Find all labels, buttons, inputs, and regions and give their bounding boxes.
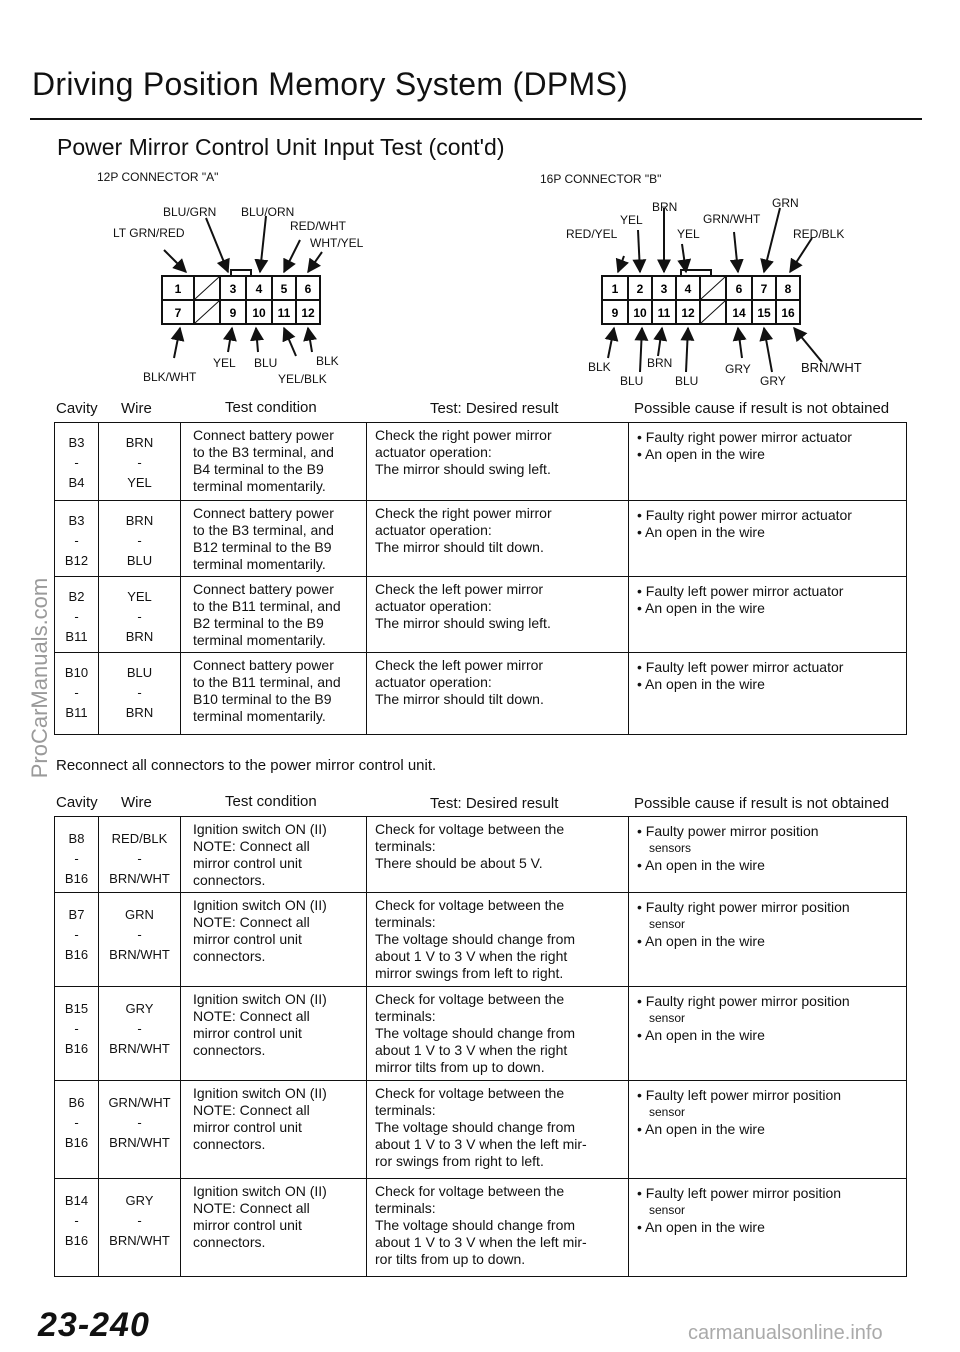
cell-line: B12 terminal to the B9 xyxy=(193,539,332,555)
cell-line: connectors. xyxy=(193,1042,266,1058)
cell-line: NOTE: Connect all xyxy=(193,1200,310,1216)
cell-line: B8 xyxy=(68,831,85,846)
cell-line: BRN/WHT xyxy=(109,1233,170,1248)
cell-line: • An open in the wire xyxy=(637,857,765,873)
cell-line: Ignition switch ON (II) xyxy=(193,1085,327,1101)
cavity-cell xyxy=(55,987,99,1081)
cell-line: B7 xyxy=(68,907,85,922)
condition-cell xyxy=(181,893,367,987)
table-row xyxy=(55,1081,907,1179)
connector-b-wire-label: BRN xyxy=(647,356,673,370)
cell-line: sensor xyxy=(649,917,686,931)
connector-b-wire-label: BLU xyxy=(675,374,699,388)
connector-b-wire-label: GRY xyxy=(725,362,751,376)
watermark-footer: carmanualsonline.info xyxy=(688,1322,883,1344)
cell-line: YEL xyxy=(127,475,152,490)
cell-line: - xyxy=(137,533,142,548)
cell-line: connectors. xyxy=(193,1234,266,1250)
cell-line: Check the right power mirror xyxy=(375,427,552,443)
header-result: Test: Desired result xyxy=(430,400,559,417)
connector-a-wire-label: YEL/BLK xyxy=(278,372,327,386)
cavity-cell xyxy=(55,423,99,501)
table-row xyxy=(55,423,907,501)
connector-a-wire-label: LT GRN/RED xyxy=(113,226,185,240)
header-wire: Wire xyxy=(121,400,152,417)
connector-b-pin: 2 xyxy=(636,282,644,296)
cell-line: BRN xyxy=(125,435,154,450)
connector-a-wire-label: YEL xyxy=(213,356,236,370)
connector-b-wire-label: YEL xyxy=(620,213,643,227)
cell-line: GRN/WHT xyxy=(108,1095,171,1110)
cause-cell xyxy=(629,893,907,987)
condition-cell xyxy=(181,577,367,653)
cell-line: Check the left power mirror xyxy=(375,581,544,597)
cell-line: - xyxy=(137,455,142,470)
sensor-test-table xyxy=(54,816,907,1277)
cavity-cell xyxy=(55,1081,99,1179)
cell-line: connectors. xyxy=(193,948,266,964)
connector-b-wire-label: BRN xyxy=(652,200,678,214)
connector-b-wire-label: RED/BLK xyxy=(793,227,845,241)
cell-line: • Faulty left power mirror actuator xyxy=(637,659,844,675)
cell-line: B4 xyxy=(68,475,85,490)
cause-cell xyxy=(629,577,907,653)
cell-line: mirror control unit xyxy=(193,1119,302,1135)
result-cell xyxy=(367,987,629,1081)
table-row xyxy=(55,987,907,1081)
cell-line: • An open in the wire xyxy=(637,524,765,540)
connector-a-pin: 7 xyxy=(174,306,182,320)
cell-line: NOTE: Connect all xyxy=(193,914,310,930)
cell-line: about 1 V to 3 V when the left mir- xyxy=(375,1136,587,1152)
cell-line: The voltage should change from xyxy=(375,931,576,947)
header-cause: Possible cause if result is not obtained xyxy=(634,400,890,417)
connector-a-wire-label: WHT/YEL xyxy=(310,236,364,250)
cell-line: B2 terminal to the B9 xyxy=(193,615,324,631)
cell-line: ror tilts from up to down. xyxy=(375,1251,526,1267)
cell-line: about 1 V to 3 V when the right xyxy=(375,1042,568,1058)
result-cell xyxy=(367,1179,629,1277)
cell-line: actuator operation: xyxy=(375,444,492,460)
cell-line: actuator operation: xyxy=(375,598,492,614)
cell-line: sensors xyxy=(649,841,692,855)
table-row xyxy=(55,501,907,577)
cell-line: - xyxy=(74,685,79,700)
cell-line: terminals: xyxy=(375,914,436,930)
cell-line: BLU xyxy=(126,553,153,568)
cell-line: Check for voltage between the xyxy=(375,821,565,837)
cell-line: mirror control unit xyxy=(193,855,302,871)
cavity-cell xyxy=(55,501,99,577)
cell-line: NOTE: Connect all xyxy=(193,838,310,854)
cell-line: Connect battery power xyxy=(193,581,334,597)
table-row xyxy=(55,577,907,653)
table-row xyxy=(55,653,907,735)
cell-line: - xyxy=(74,609,79,624)
cavity-cell xyxy=(55,1179,99,1277)
connector-b-pin: 3 xyxy=(660,282,668,296)
cell-line: The mirror should tilt down. xyxy=(375,691,544,707)
cause-cell xyxy=(629,987,907,1081)
cell-line: about 1 V to 3 V when the right xyxy=(375,948,568,964)
cause-cell xyxy=(629,1179,907,1277)
connector-b-pin: 8 xyxy=(784,282,792,296)
result-cell xyxy=(367,577,629,653)
cavity-cell xyxy=(55,817,99,893)
title-rule xyxy=(30,118,922,120)
cell-line: GRY xyxy=(125,1001,154,1016)
cell-line: B16 xyxy=(64,1233,89,1248)
result-cell xyxy=(367,817,629,893)
cell-line: terminal momentarily. xyxy=(193,478,326,494)
connector-b-pin: 12 xyxy=(681,306,695,320)
cell-line: mirror tilts from up to down. xyxy=(375,1059,545,1075)
cell-line: B12 xyxy=(64,553,89,568)
cell-line: • Faulty right power mirror actuator xyxy=(637,429,852,445)
page-subtitle: Power Mirror Control Unit Input Test (cont'd) xyxy=(57,134,505,160)
connector-a-wire-label: RED/WHT xyxy=(290,219,346,233)
cell-line: B16 xyxy=(64,1041,89,1056)
connector-a-title: 12P CONNECTOR "A" xyxy=(97,170,219,184)
cell-line: • Faulty power mirror position xyxy=(637,823,819,839)
cavity-cell xyxy=(55,893,99,987)
cell-line: The mirror should swing left. xyxy=(375,615,551,631)
cell-line: • An open in the wire xyxy=(637,676,765,692)
header-cavity: Cavity xyxy=(56,794,98,811)
cell-line: RED/BLK xyxy=(111,831,168,846)
cell-line: B16 xyxy=(64,947,89,962)
cell-line: • An open in the wire xyxy=(637,600,765,616)
wire-cell xyxy=(99,423,181,501)
condition-cell xyxy=(181,817,367,893)
cell-line: - xyxy=(74,1213,79,1228)
header-condition: Test condition xyxy=(225,793,317,810)
connector-a-pin: 10 xyxy=(252,306,266,320)
cell-line: - xyxy=(137,609,142,624)
cell-line: The voltage should change from xyxy=(375,1025,576,1041)
cause-cell xyxy=(629,817,907,893)
cell-line: BRN xyxy=(125,705,154,720)
condition-cell xyxy=(181,653,367,735)
cell-line: Connect battery power xyxy=(193,657,334,673)
cell-line: - xyxy=(137,1021,142,1036)
cell-line: Ignition switch ON (II) xyxy=(193,897,327,913)
wire-cell xyxy=(99,1179,181,1277)
page-title: Driving Position Memory System (DPMS) xyxy=(32,66,629,102)
cell-line: actuator operation: xyxy=(375,522,492,538)
connector-b-title: 16P CONNECTOR "B" xyxy=(540,172,662,186)
cell-line: • An open in the wire xyxy=(637,1219,765,1235)
connector-b-wire-label: GRN/WHT xyxy=(703,212,761,226)
connector-a-pin: 11 xyxy=(277,306,291,320)
table-row xyxy=(55,893,907,987)
cell-line: BLU xyxy=(126,665,153,680)
cell-line: The voltage should change from xyxy=(375,1217,576,1233)
connector-a-pin: 12 xyxy=(301,306,315,320)
cell-line: - xyxy=(137,851,142,866)
connector-a-pin: 4 xyxy=(255,282,263,296)
connector-a-diagram xyxy=(100,186,390,386)
cell-line: terminals: xyxy=(375,838,436,854)
cell-line: terminal momentarily. xyxy=(193,556,326,572)
cell-line: sensor xyxy=(649,1203,686,1217)
cell-line: mirror swings from left to right. xyxy=(375,965,564,981)
cell-line: - xyxy=(74,533,79,548)
connector-b-wire-label: BRN/WHT xyxy=(801,360,862,375)
cell-line: - xyxy=(137,927,142,942)
result-cell xyxy=(367,893,629,987)
cell-line: • An open in the wire xyxy=(637,933,765,949)
cell-line: connectors. xyxy=(193,1136,266,1152)
cell-line: • Faulty left power mirror actuator xyxy=(637,583,844,599)
cell-line: B16 xyxy=(64,1135,89,1150)
condition-cell xyxy=(181,987,367,1081)
cell-line: BRN/WHT xyxy=(109,1135,170,1150)
cell-line: B10 xyxy=(64,665,89,680)
cell-line: B16 xyxy=(64,871,89,886)
cell-line: mirror control unit xyxy=(193,1217,302,1233)
connector-b-pin: 1 xyxy=(611,282,619,296)
cell-line: terminal momentarily. xyxy=(193,708,326,724)
cell-line: Check for voltage between the xyxy=(375,1183,565,1199)
connector-b-wire-label: YEL xyxy=(677,227,700,241)
cell-line: • Faulty right power mirror position xyxy=(637,993,850,1009)
connector-b-diagram xyxy=(560,186,860,386)
cell-line: - xyxy=(74,455,79,470)
cell-line: terminals: xyxy=(375,1008,436,1024)
connector-b-pin: 9 xyxy=(611,306,619,320)
cell-line: terminal momentarily. xyxy=(193,632,326,648)
connector-a-wire-label: BLK xyxy=(316,354,339,368)
cell-line: • Faulty right power mirror position xyxy=(637,899,850,915)
cell-line: BRN xyxy=(125,629,154,644)
connector-a-pin: 6 xyxy=(304,282,312,296)
cell-line: Check for voltage between the xyxy=(375,897,565,913)
cell-line: The mirror should tilt down. xyxy=(375,539,544,555)
cell-line: B3 xyxy=(68,435,85,450)
cell-line: Ignition switch ON (II) xyxy=(193,821,327,837)
header-condition: Test condition xyxy=(225,399,317,416)
condition-cell xyxy=(181,423,367,501)
wire-cell xyxy=(99,501,181,577)
connector-b-pin: 16 xyxy=(781,306,795,320)
connector-b-pin: 14 xyxy=(732,306,746,320)
cell-line: Check the right power mirror xyxy=(375,505,552,521)
cell-line: NOTE: Connect all xyxy=(193,1008,310,1024)
cell-line: Check the left power mirror xyxy=(375,657,544,673)
cell-line: B15 xyxy=(64,1001,89,1016)
watermark-side: ProCarManuals.com xyxy=(27,577,52,779)
header-cause: Possible cause if result is not obtained xyxy=(634,795,890,812)
wire-cell xyxy=(99,577,181,653)
actuator-test-table xyxy=(54,422,907,735)
cell-line: - xyxy=(137,685,142,700)
cell-line: B10 terminal to the B9 xyxy=(193,691,332,707)
cell-line: • Faulty left power mirror position xyxy=(637,1087,842,1103)
cause-cell xyxy=(629,653,907,735)
result-cell xyxy=(367,423,629,501)
cell-line: sensor xyxy=(649,1105,686,1119)
cell-line: B11 xyxy=(65,629,88,644)
cell-line: to the B3 terminal, and xyxy=(193,522,334,538)
cell-line: terminals: xyxy=(375,1200,436,1216)
result-cell xyxy=(367,501,629,577)
connector-b-wire-label: RED/YEL xyxy=(566,227,618,241)
cell-line: about 1 V to 3 V when the left mir- xyxy=(375,1234,587,1250)
cavity-cell xyxy=(55,577,99,653)
cell-line: - xyxy=(74,1115,79,1130)
wire-cell xyxy=(99,1081,181,1179)
cell-line: - xyxy=(74,1021,79,1036)
wire-cell xyxy=(99,653,181,735)
connector-b-pin: 10 xyxy=(633,306,647,320)
cell-line: to the B11 terminal, and xyxy=(193,674,341,690)
connector-a-wire-label: BLU xyxy=(254,356,278,370)
connector-b-pin: 11 xyxy=(657,306,671,320)
cause-cell xyxy=(629,1081,907,1179)
page-number: 23-240 xyxy=(38,1306,150,1344)
result-cell xyxy=(367,653,629,735)
cell-line: - xyxy=(74,851,79,866)
connector-b-wire-label: GRY xyxy=(760,374,786,388)
cell-line: connectors. xyxy=(193,872,266,888)
cell-line: • Faulty right power mirror actuator xyxy=(637,507,852,523)
connector-b-wire-label: GRN xyxy=(772,196,799,210)
cell-line: terminals: xyxy=(375,1102,436,1118)
cell-line: • An open in the wire xyxy=(637,446,765,462)
cell-line: - xyxy=(137,1213,142,1228)
cell-line: Check for voltage between the xyxy=(375,1085,565,1101)
header-cavity: Cavity xyxy=(56,400,98,417)
cavity-cell xyxy=(55,653,99,735)
cell-line: B14 xyxy=(64,1193,89,1208)
cell-line: Ignition switch ON (II) xyxy=(193,1183,327,1199)
connector-a-wire-label: BLU/ORN xyxy=(241,205,295,219)
cell-line: BRN/WHT xyxy=(109,1041,170,1056)
cell-line: B3 xyxy=(68,513,85,528)
connector-a-pin: 5 xyxy=(280,282,288,296)
reconnect-note: Reconnect all connectors to the power mirror control unit. xyxy=(56,757,437,774)
cause-cell xyxy=(629,501,907,577)
cause-cell xyxy=(629,423,907,501)
connector-a-wire-label: BLU/GRN xyxy=(163,205,217,219)
connector-b-wire-label: BLU xyxy=(620,374,644,388)
cell-line: • Faulty left power mirror position xyxy=(637,1185,842,1201)
cell-line: B4 terminal to the B9 xyxy=(193,461,324,477)
cell-line: B2 xyxy=(68,589,85,604)
cell-line: - xyxy=(74,927,79,942)
cell-line: Connect battery power xyxy=(193,505,334,521)
cell-line: Connect battery power xyxy=(193,427,334,443)
cell-line: mirror control unit xyxy=(193,1025,302,1041)
cell-line: The mirror should swing left. xyxy=(375,461,551,477)
cell-line: - xyxy=(137,1115,142,1130)
wire-cell xyxy=(99,817,181,893)
cell-line: NOTE: Connect all xyxy=(193,1102,310,1118)
cell-line: GRN xyxy=(125,907,154,922)
cell-line: ror swings from right to left. xyxy=(375,1153,544,1169)
cell-line: • An open in the wire xyxy=(637,1027,765,1043)
connector-b-pin: 15 xyxy=(757,306,771,320)
connector-a-pin: 3 xyxy=(229,282,237,296)
cell-line: • An open in the wire xyxy=(637,1121,765,1137)
condition-cell xyxy=(181,1179,367,1277)
connector-a-pin: 9 xyxy=(229,306,237,320)
condition-cell xyxy=(181,501,367,577)
cell-line: B6 xyxy=(68,1095,85,1110)
cell-line: There should be about 5 V. xyxy=(375,855,543,871)
cell-line: GRY xyxy=(125,1193,154,1208)
cell-line: actuator operation: xyxy=(375,674,492,690)
cell-line: to the B11 terminal, and xyxy=(193,598,341,614)
cell-line: to the B3 terminal, and xyxy=(193,444,334,460)
cell-line: The voltage should change from xyxy=(375,1119,576,1135)
cell-line: mirror control unit xyxy=(193,931,302,947)
cell-line: BRN xyxy=(125,513,154,528)
cell-line: Check for voltage between the xyxy=(375,991,565,1007)
cell-line: B11 xyxy=(65,705,88,720)
table-row xyxy=(55,817,907,893)
table-row xyxy=(55,1179,907,1277)
result-cell xyxy=(367,1081,629,1179)
connector-b-pin: 4 xyxy=(684,282,692,296)
connector-b-pin: 7 xyxy=(760,282,768,296)
cell-line: YEL xyxy=(127,589,152,604)
connector-b-wire-label: BLK xyxy=(588,360,611,374)
cell-line: BRN/WHT xyxy=(109,947,170,962)
cell-line: Ignition switch ON (II) xyxy=(193,991,327,1007)
cell-line: BRN/WHT xyxy=(109,871,170,886)
wire-cell xyxy=(99,987,181,1081)
cell-line: sensor xyxy=(649,1011,686,1025)
condition-cell xyxy=(181,1081,367,1179)
header-result: Test: Desired result xyxy=(430,795,559,812)
wire-cell xyxy=(99,893,181,987)
connector-b-pin: 6 xyxy=(735,282,743,296)
connector-a-pin: 1 xyxy=(174,282,182,296)
header-wire: Wire xyxy=(121,794,152,811)
connector-a-wire-label: BLK/WHT xyxy=(143,370,197,384)
